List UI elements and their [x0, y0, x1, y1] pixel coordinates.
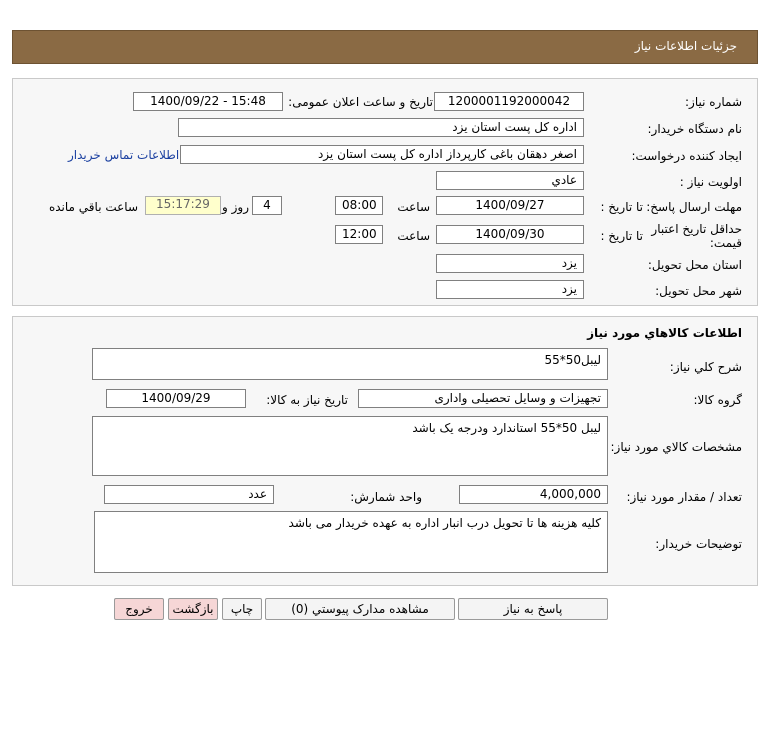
buyer-org-field: اداره کل پست استان یزد	[178, 118, 584, 137]
need-date-label: تاريخ نياز به کالا:	[266, 393, 348, 407]
remaining-label: ساعت باقي مانده	[48, 200, 138, 214]
reply-time-label: ساعت	[397, 200, 430, 214]
goods-section-title: اطلاعات کالاهاي مورد نياز	[587, 326, 742, 340]
specs-field: لیبل 50*55 استاندارد ودرجه یک باشد	[92, 416, 608, 476]
need-details-panel	[12, 78, 758, 306]
announce-field: 1400/09/22 - 15:48	[133, 92, 283, 111]
validity-time-label: ساعت	[397, 229, 430, 243]
reply-button[interactable]: پاسخ به نياز	[458, 598, 608, 620]
buyer-org-label: نام دستگاه خریدار:	[647, 122, 742, 136]
back-button[interactable]: بازگشت	[168, 598, 218, 620]
validity-time-field: 12:00	[335, 225, 383, 244]
attachments-button[interactable]: مشاهده مدارک پيوستي (0)	[265, 598, 455, 620]
city-label: شهر محل تحویل:	[655, 284, 742, 298]
need-number-label: شماره نیاز:	[685, 95, 742, 109]
priority-label: اولویت نیاز :	[679, 175, 742, 189]
buyer-notes-field: کلیه هزینه ها تا تحویل درب انبار اداره به عهده خریدار می باشد	[94, 511, 608, 573]
city-field: یزد	[436, 280, 584, 299]
summary-field: لیبل50*55	[92, 348, 608, 380]
summary-label: شرح کلي نياز:	[669, 360, 742, 374]
buyer-contact-link[interactable]: اطلاعات تماس خریدار	[68, 148, 180, 162]
days-remaining-field: 4	[252, 196, 282, 215]
validity-label-1: حداقل تاریخ اعتبار	[651, 222, 742, 236]
need-number-field: 1200001192000042	[434, 92, 584, 111]
days-label: روز و	[222, 200, 249, 214]
requester-field: اصغر دهقان باغی کارپرداز اداره کل پست استان یزد	[180, 145, 584, 164]
reply-to-date-label: تا تاریخ :	[600, 200, 643, 214]
need-date-field: 1400/09/29	[106, 389, 246, 408]
requester-label: ایجاد کننده درخواست:	[631, 149, 742, 163]
buyer-notes-label: توضيحات خريدار:	[655, 537, 742, 551]
priority-field: عادي	[436, 171, 584, 190]
exit-button[interactable]: خروج	[114, 598, 164, 620]
validity-to-date-label: تا تاریخ :	[600, 229, 643, 243]
reply-deadline-label: مهلت ارسال پاسخ:	[646, 200, 742, 214]
page-header	[12, 30, 758, 64]
qty-field: 4,000,000	[459, 485, 608, 504]
qty-label: تعداد / مقدار مورد نياز:	[626, 490, 742, 504]
validity-label-2: قیمت:	[709, 236, 742, 250]
province-label: استان محل تحویل:	[647, 258, 742, 272]
unit-label: واحد شمارش:	[350, 490, 422, 504]
reply-time-field: 08:00	[335, 196, 383, 215]
remaining-time-field: 15:17:29	[145, 196, 221, 215]
specs-label: مشخصات کالاي مورد نياز:	[610, 440, 742, 454]
print-button[interactable]: چاپ	[222, 598, 262, 620]
reply-date-field: 1400/09/27	[436, 196, 584, 215]
unit-field: عدد	[104, 485, 274, 504]
page-title: جزئیات اطلاعات نیاز	[634, 39, 737, 53]
validity-date-field: 1400/09/30	[436, 225, 584, 244]
announce-label: تاریخ و ساعت اعلان عمومی:	[288, 95, 433, 109]
province-field: یزد	[436, 254, 584, 273]
group-field: تجهیزات و وسایل تحصیلی واداری	[358, 389, 608, 408]
group-label: گروه کالا:	[693, 393, 742, 407]
